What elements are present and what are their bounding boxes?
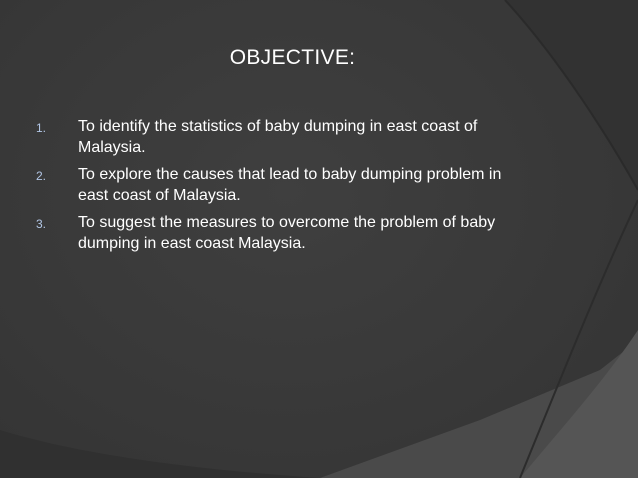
- objective-item-3: [36, 212, 536, 254]
- objective-text: To identify the statistics of baby dumping in east coast of Malaysia.: [78, 118, 478, 156]
- bottom-left-shade: [0, 430, 320, 478]
- objective-item-1: [36, 116, 536, 158]
- objective-text: To explore the causes that lead to baby dumping problem in east coast of Malaysia.: [78, 166, 502, 204]
- objective-number: 1.: [36, 121, 47, 135]
- objective-number: 2.: [36, 169, 47, 183]
- slide-title: OBJECTIVE:: [229, 46, 356, 69]
- objective-item-2: [36, 164, 536, 206]
- objective-text: To suggest the measures to overcome the problem of baby dumping in east coast Malaysia.: [78, 214, 496, 252]
- objective-number: 3.: [36, 217, 47, 231]
- objectives-list: [36, 116, 536, 260]
